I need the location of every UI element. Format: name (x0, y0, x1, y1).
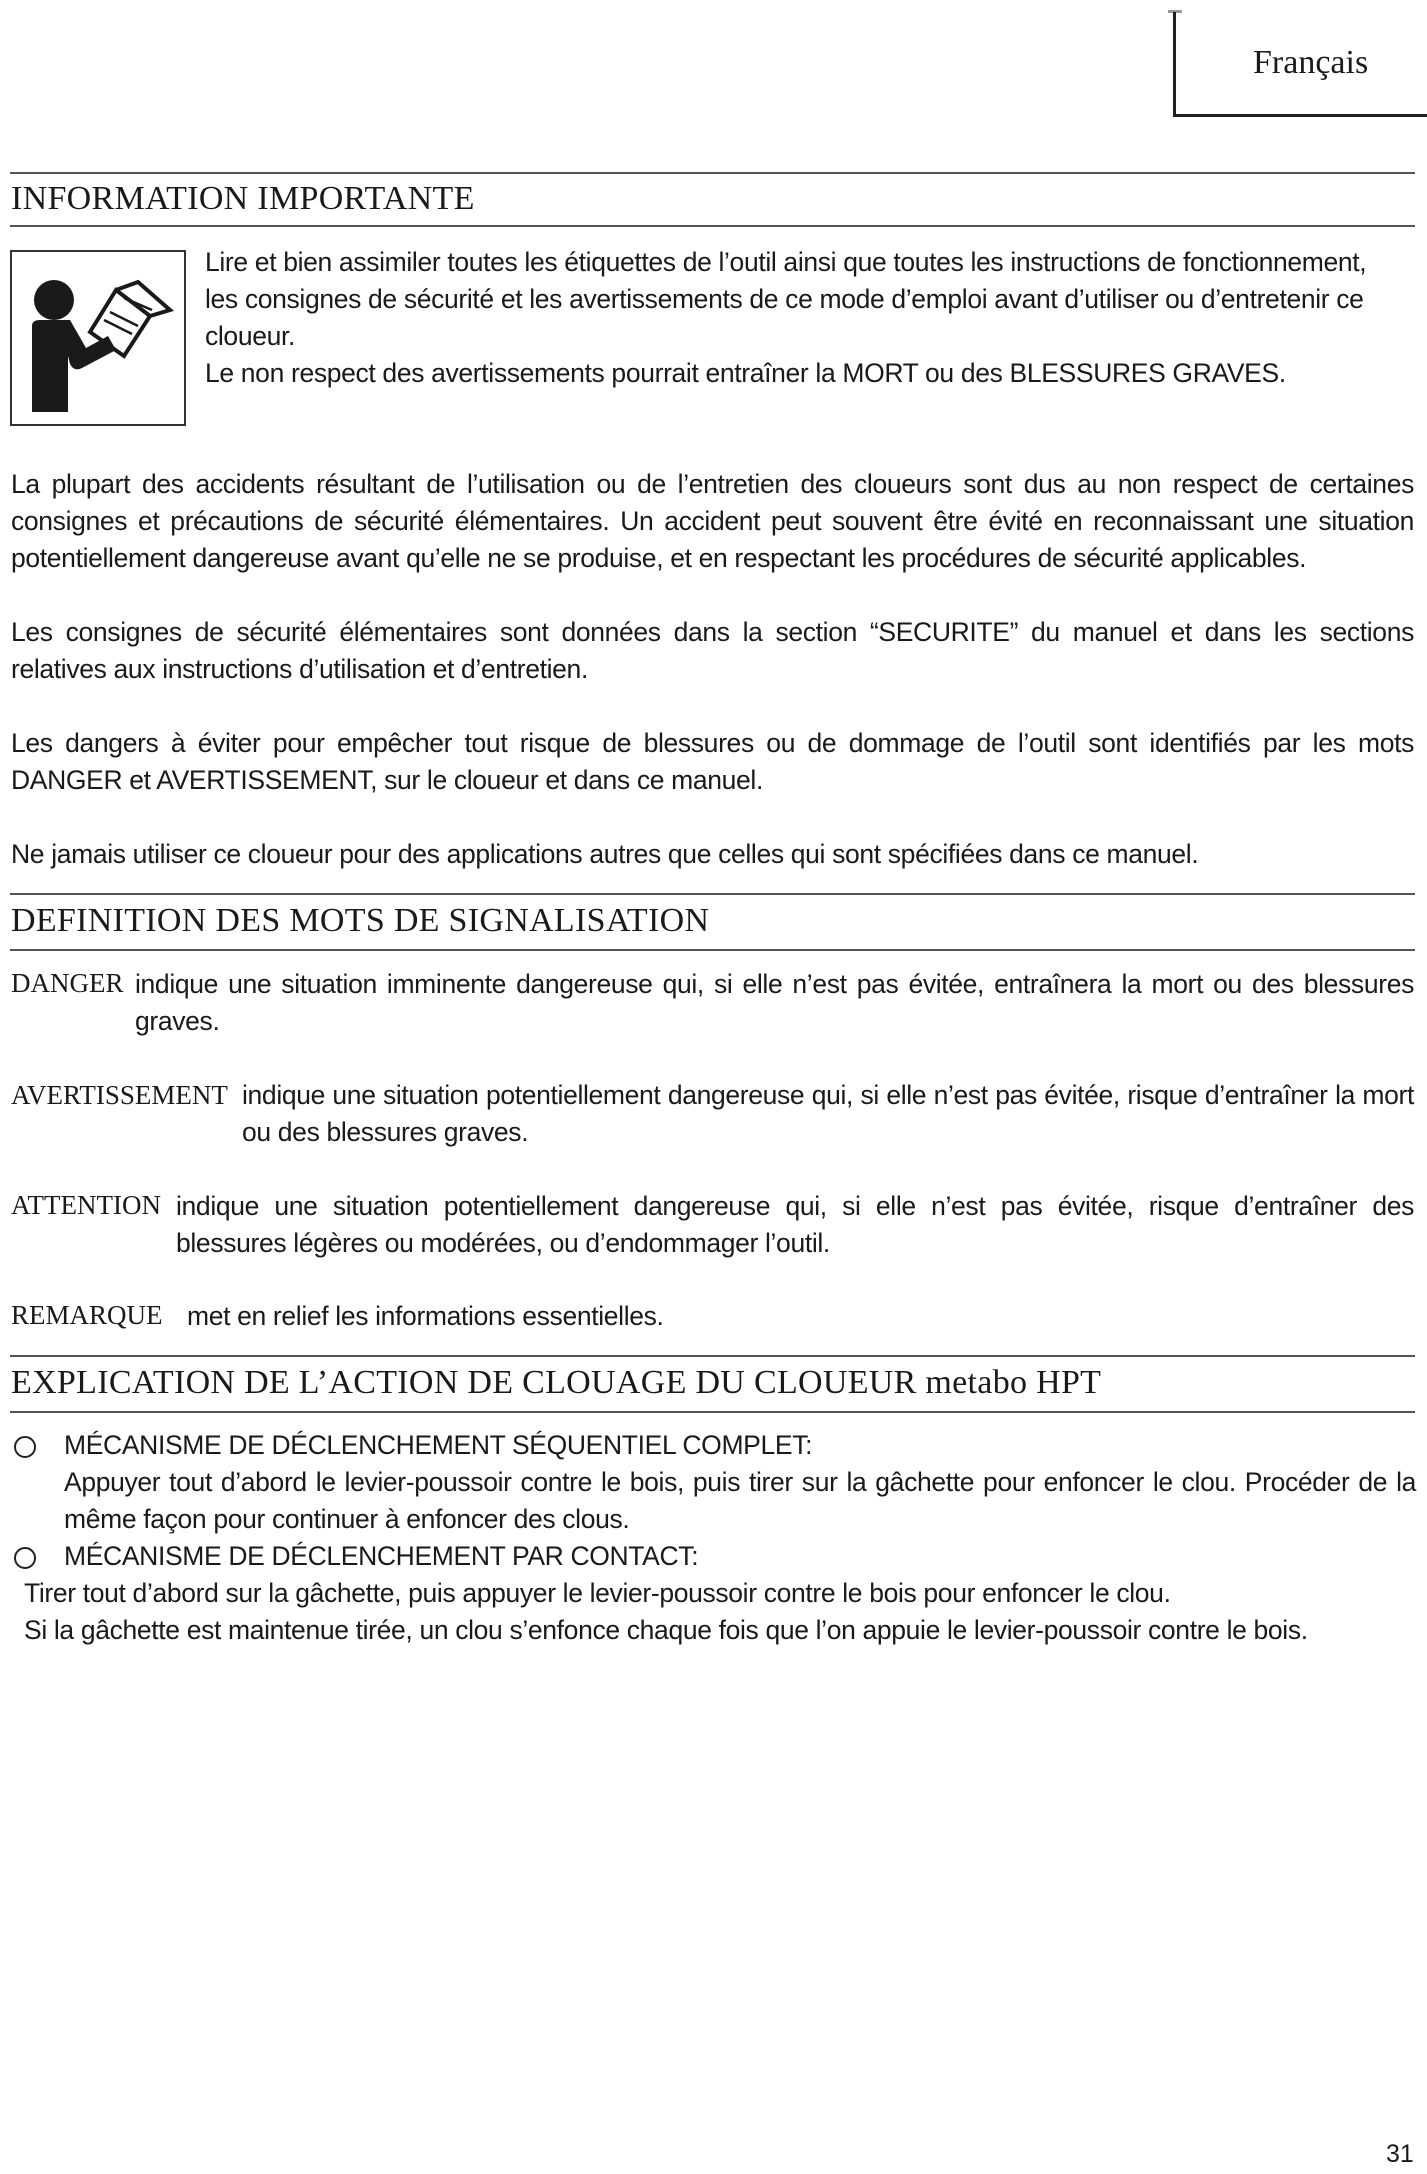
section-title-information: INFORMATION IMPORTANTE (11, 180, 475, 217)
signal-term-avertissement: AVERTISSEMENT (11, 1080, 228, 1110)
language-label: Français (1253, 44, 1369, 81)
section-rule-bottom (10, 1411, 1415, 1413)
signal-desc-attention (176, 1188, 1414, 1262)
section-rule-bottom (10, 949, 1415, 951)
mechanism-text-contact (24, 1575, 1416, 1649)
notice-line: les consignes de sécurité et les avertissements de ce mode d’emploi avant d’utiliser ou d’entretenir ce (205, 284, 1364, 314)
mechanism-heading-sequential: MÉCANISME DE DÉCLENCHEMENT SÉQUENTIEL COMPLET: (64, 1430, 813, 1460)
read-manual-icon (10, 250, 186, 426)
page-number: 31 (1386, 2140, 1414, 2168)
mechanism-line: Tirer tout d’abord sur la gâchette, puis appuyer le levier-poussoir contre le bois pour enfoncer le clou. (24, 1578, 1171, 1608)
section-rule-top (10, 1355, 1415, 1357)
signal-desc-text: indique une situation potentiellement dangereuse qui, si elle n’est pas évitée, risque d’entraîner des blessures légères ou modérées, ou d’endommager l’outil. (176, 1191, 1414, 1258)
bullet-circle-icon (14, 1547, 36, 1569)
signal-desc-text: indique une situation potentiellement dangereuse qui, si elle n’est pas évitée, risque d’entraîner la mort ou des blessures graves. (242, 1080, 1414, 1147)
paragraph-dangers: Les dangers à éviter pour empêcher tout risque de blessures ou de dommage de l’outil sont identifiés par les mots DANGER et AVERTISSEMENT, sur le cloueur et dans ce manuel. (11, 728, 1414, 795)
signal-term-danger: DANGER (11, 968, 124, 998)
notice-line: cloueur. (205, 321, 296, 351)
signal-desc-danger (135, 966, 1414, 1040)
section-rule-top (10, 172, 1415, 174)
notice-text (205, 244, 1420, 392)
signal-desc-remarque (187, 1298, 1414, 1335)
mechanism-heading-contact: MÉCANISME DE DÉCLENCHEMENT PAR CONTACT: (64, 1541, 699, 1571)
signal-term-remarque: REMARQUE (11, 1300, 163, 1330)
paragraph-applications: Ne jamais utiliser ce cloueur pour des applications autres que celles qui sont spécifiées dans ce manuel. (11, 839, 1199, 869)
signal-term-attention: ATTENTION (11, 1190, 161, 1220)
mechanism-line: Si la gâchette est maintenue tirée, un clou s’enfonce chaque fois que l’on appuie le levier-poussoir contre le bois. (24, 1615, 1308, 1645)
section-title-explanation: EXPLICATION DE L’ACTION DE CLOUAGE DU CLOUEUR metabo HPT (11, 1364, 1102, 1401)
notice-line: Lire et bien assimiler toutes les étiquettes de l’outil ainsi que toutes les instructions de fonctionnement, (205, 247, 1367, 277)
notice-line: Le non respect des avertissements pourrait entraîner la MORT ou des BLESSURES GRAVES. (205, 358, 1286, 388)
signal-desc-avertissement (242, 1077, 1414, 1151)
section-rule-top (10, 893, 1415, 895)
signal-desc-text: indique une situation imminente dangereuse qui, si elle n’est pas évitée, entraînera la mort ou des blessures graves. (135, 969, 1414, 1036)
section-rule-bottom (10, 225, 1415, 227)
paragraph-accidents: La plupart des accidents résultant de l’utilisation ou de l’entretien des cloueurs sont dus au non respect de certaines consignes et précautions de sécurité élémentaires. Un accident peut souvent être évité en reconnaissant une situation potentiellement dangereuse avant qu’elle ne se produise, et en respectant les procédures de sécurité applicables. (11, 469, 1414, 573)
paragraph-safety-section: Les consignes de sécurité élémentaires sont données dans la section “SECURITE” du manuel et dans les sections relatives aux instructions d’utilisation et d’entretien. (11, 617, 1414, 684)
mechanism-text-sequential: Appuyer tout d’abord le levier-poussoir contre le bois, puis tirer sur la gâchette pour enfoncer le clou. Procéder de la même façon pour continuer à enfoncer des clous. (64, 1467, 1416, 1534)
section-title-definitions: DEFINITION DES MOTS DE SIGNALISATION (11, 902, 710, 939)
bullet-circle-icon (14, 1436, 36, 1458)
signal-desc-text: met en relief les informations essentielles. (187, 1301, 664, 1331)
